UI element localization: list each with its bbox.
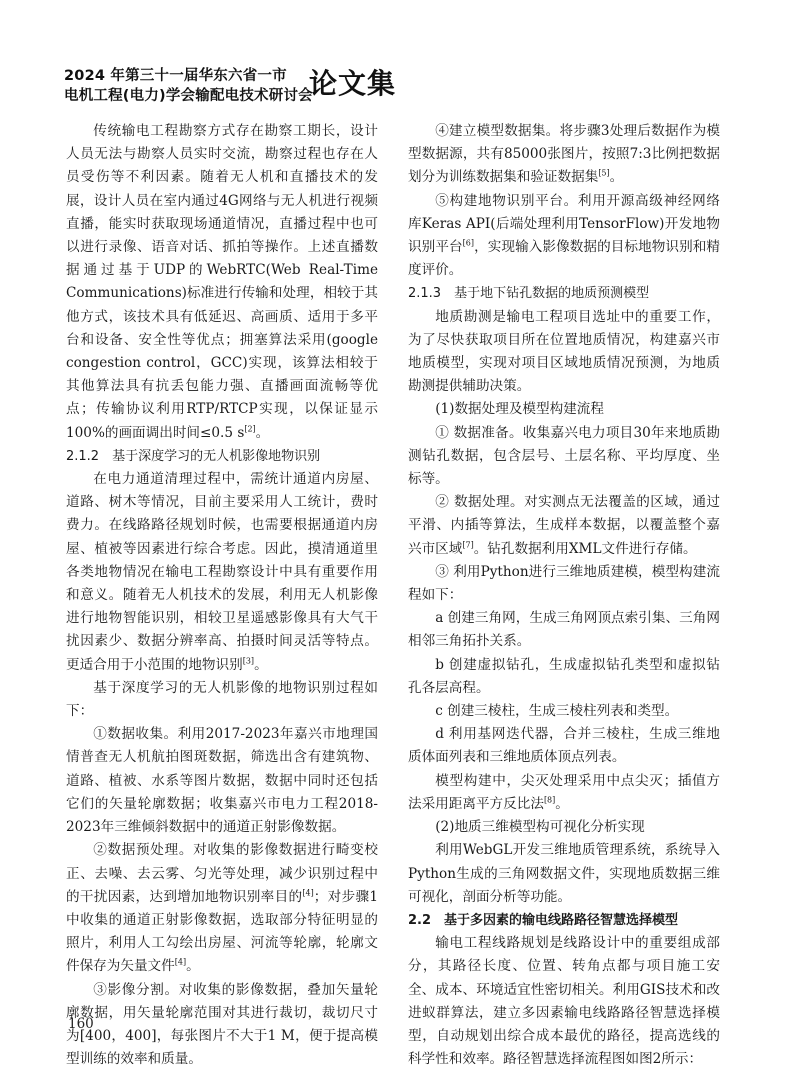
- paragraph-text: ⑤构建地物识别平台。利用开源高级神经网络库Keras API(后端处理利用TensorFlow)开发地物识别平台: [408, 192, 720, 256]
- paragraph: [66, 839, 378, 978]
- paragraph-text: 。钻孔数据利用XML文件进行存储。: [473, 540, 697, 557]
- section-heading: 2.1.2 基于深度学习的无人机影像地物识别: [66, 448, 321, 464]
- citation-ref: [8]: [543, 795, 556, 805]
- paragraph: [66, 677, 378, 723]
- citation-ref: [3]: [242, 656, 255, 666]
- paragraph-text: ②数据预处理。对收集的影像数据进行畸变校正、去噪、去云雾、匀光等处理，减少识别过程中的干扰因素，达到增加地物识别率目的: [66, 842, 378, 905]
- section-heading: 2.2 基于多因素的输电线路路径智慧选择模型: [408, 912, 679, 928]
- paragraph: [408, 700, 720, 723]
- left-column: [66, 120, 378, 1071]
- paragraph: [408, 561, 720, 607]
- citation-ref: [2]: [244, 424, 256, 434]
- section-heading: 2.1.3 基于地下钻孔数据的地质预测模型: [408, 286, 650, 302]
- paragraph-text: 。: [254, 656, 268, 673]
- paragraph: [408, 306, 720, 399]
- citation-ref: [6]: [462, 238, 475, 248]
- proceedings-label: 论文集: [309, 67, 397, 100]
- paragraph: [408, 422, 720, 492]
- paragraph-text: a 创建三角网，生成三角网顶点索引集、三角网相邻三角拓扑关系。: [408, 610, 720, 650]
- paragraph-text: 地质勘测是输电工程项目选址中的重要工作，为了尽快获取项目所在位置地质情况，构建嘉兴市地质模型，实现对项目区域地质情况预测，为地质勘测提供辅助决策。: [408, 308, 720, 395]
- citation-ref: [4]: [302, 888, 314, 898]
- paragraph: [408, 770, 720, 816]
- paragraph-text: ①数据收集。利用2017-2023年嘉兴市地理国情普查无人机航拍图斑数据，筛选出含有建筑物、道路、植被、水系等图片数据，数据中同时还包括它们的矢量轮廓数据；收集嘉兴市电力工程2018-2023年三维倾斜数据中的通道正射影像数据。: [66, 726, 378, 836]
- paragraph-text: ② 数据处理。对实测点无法覆盖的区域，通过平滑、内插等算法，生成样本数据，以覆盖整个嘉兴市区域: [408, 494, 720, 557]
- paragraph-text: 传统输电工程勘察方式存在勘察工期长，设计人员无法与勘察人员实时交流，勘察过程也存在人员受伤等不利因素。随着无人机和直播技术的发展，设计人员在室内通过4G网络与无人机进行视频直播，能实时获取现场通道情况，直播过程中也可以进行录像、语音对话、抓拍等操作。上述直播数据通过基于UDP的WebRTC(Web Real-Time Communications)标准进行传输和处理，相较于其他方式，该技术具有低延迟、高画质、适用于多平台和设备、安全性等优点；拥塞算法采用(google congestion control，GCC)实现，该算法相较于其他算法具有抗丢包能力强、直播画面流畅等优点；传输协议利用RTP/RTCP实现，以保证显示100%的画面调出时间≤0.5 s: [66, 123, 378, 441]
- citation-ref: [7]: [462, 540, 474, 550]
- conference-title-line2: 电机工程(电力)学会输配电技术研讨会: [64, 88, 313, 104]
- page-number: 160: [68, 1016, 94, 1032]
- paragraph-text: 基于深度学习的无人机影像的地物识别过程如下：: [66, 679, 378, 720]
- paragraph: [408, 120, 720, 190]
- paragraph-text: ，实现输入影像数据的目标地物识别和精度评价。: [408, 239, 721, 279]
- paragraph: [408, 816, 720, 839]
- paragraph-text: ① 数据准备。收集嘉兴电力项目30年来地质勘测钻孔数据，包含层号、土层名称、平均厚度、坐标等。: [408, 424, 720, 488]
- paragraph-text: (1)数据处理及模型构建流程: [435, 401, 604, 418]
- paragraph: [66, 979, 378, 1072]
- paragraph-text: 模型构建中，尖灭处理采用中点尖灭；插值方法采用距离平方反比法: [408, 772, 720, 812]
- paragraph: [66, 120, 378, 445]
- paragraph-text: 。: [255, 424, 270, 441]
- paragraph-text: 。: [555, 795, 569, 812]
- conference-title-line1: 2024 年第三十一届华东六省一市: [64, 68, 287, 84]
- citation-ref: [4]: [174, 957, 187, 967]
- right-column: [408, 120, 720, 1071]
- paragraph-text: 输电工程线路规划是线路设计中的重要组成部分，其路径长度、位置、转角点都与项目施工安全、成本、环境适宜性密切相关。利用GIS技术和改进蚁群算法，建立多因素输电线路路径智慧选择模型，自动规划出综合成本最优的路径，提高选线的科学性和效率。路径智慧选择流程图如图2所示：: [408, 935, 720, 1068]
- paragraph-text: 。: [609, 169, 624, 186]
- paragraph-text: ；对步骤1中收集的通道正射影像数据，选取部分特征明显的照片，利用人工勾绘出房屋、河流等轮廓，轮廓文件保存为矢量文件: [66, 888, 379, 975]
- paragraph: [408, 190, 720, 283]
- paragraph-text: 利用WebGL开发三维地质管理系统，系统导入Python生成的三角网数据文件，实现地质数据三维可视化，剖面分析等功能。: [408, 842, 720, 905]
- paragraph: [408, 607, 720, 653]
- citation-ref: [5]: [598, 168, 610, 178]
- paragraph: [408, 398, 720, 421]
- paragraph-text: b 创建虚拟钻孔，生成虚拟钻孔类型和虚拟钻孔各层高程。: [408, 656, 720, 696]
- paragraph-text: d 利用基网迭代器，合并三棱柱，生成三维地质体面列表和三维地质体顶点列表。: [408, 726, 720, 766]
- paragraph-text: ④建立模型数据集。将步骤3处理后数据作为模型数据源，共有85000张图片，按照7:3比例把数据划分为训练数据集和验证数据集: [408, 123, 720, 186]
- paragraph: [408, 491, 720, 561]
- paragraph-text: (2)地质三维模型构可视化分析实现: [435, 819, 645, 836]
- paragraph: [408, 932, 720, 1071]
- paragraph-text: ③ 利用Python进行三维地质建模，模型构建流程如下：: [408, 563, 720, 604]
- paragraph: [66, 723, 378, 839]
- paragraph: [408, 723, 720, 769]
- paragraph: [66, 468, 378, 677]
- paragraph: [408, 839, 720, 909]
- paragraph-text: 。: [186, 958, 200, 975]
- paragraph-text: 在电力通道清理过程中，需统计通道内房屋、道路、树木等情况，目前主要采用人工统计，费时费力。在线路路径规划时候，也需要根据通道内房屋、植被等因素进行综合考虑。因此，摸清通道里各类地物情况在输电工程勘察设计中具有重要作用和意义。随着无人机技术的发展，利用无人机影像进行地物智能识别，相较卫星遥感影像具有大气干扰因素少、数据分辨率高、拍摄时间灵活等特点。更适合用于小范围的地物识别: [66, 471, 378, 673]
- paragraph-text: ③影像分割。对收集的影像数据，叠加矢量轮廓数据，用矢量轮廓范围对其进行裁切，裁切尺寸为[400，400]，每张图片不大于1 M，便于提高模型训练的效率和质量。: [66, 981, 378, 1068]
- paragraph-text: c 创建三棱柱，生成三棱柱列表和类型。: [435, 703, 679, 720]
- paragraph: [408, 654, 720, 700]
